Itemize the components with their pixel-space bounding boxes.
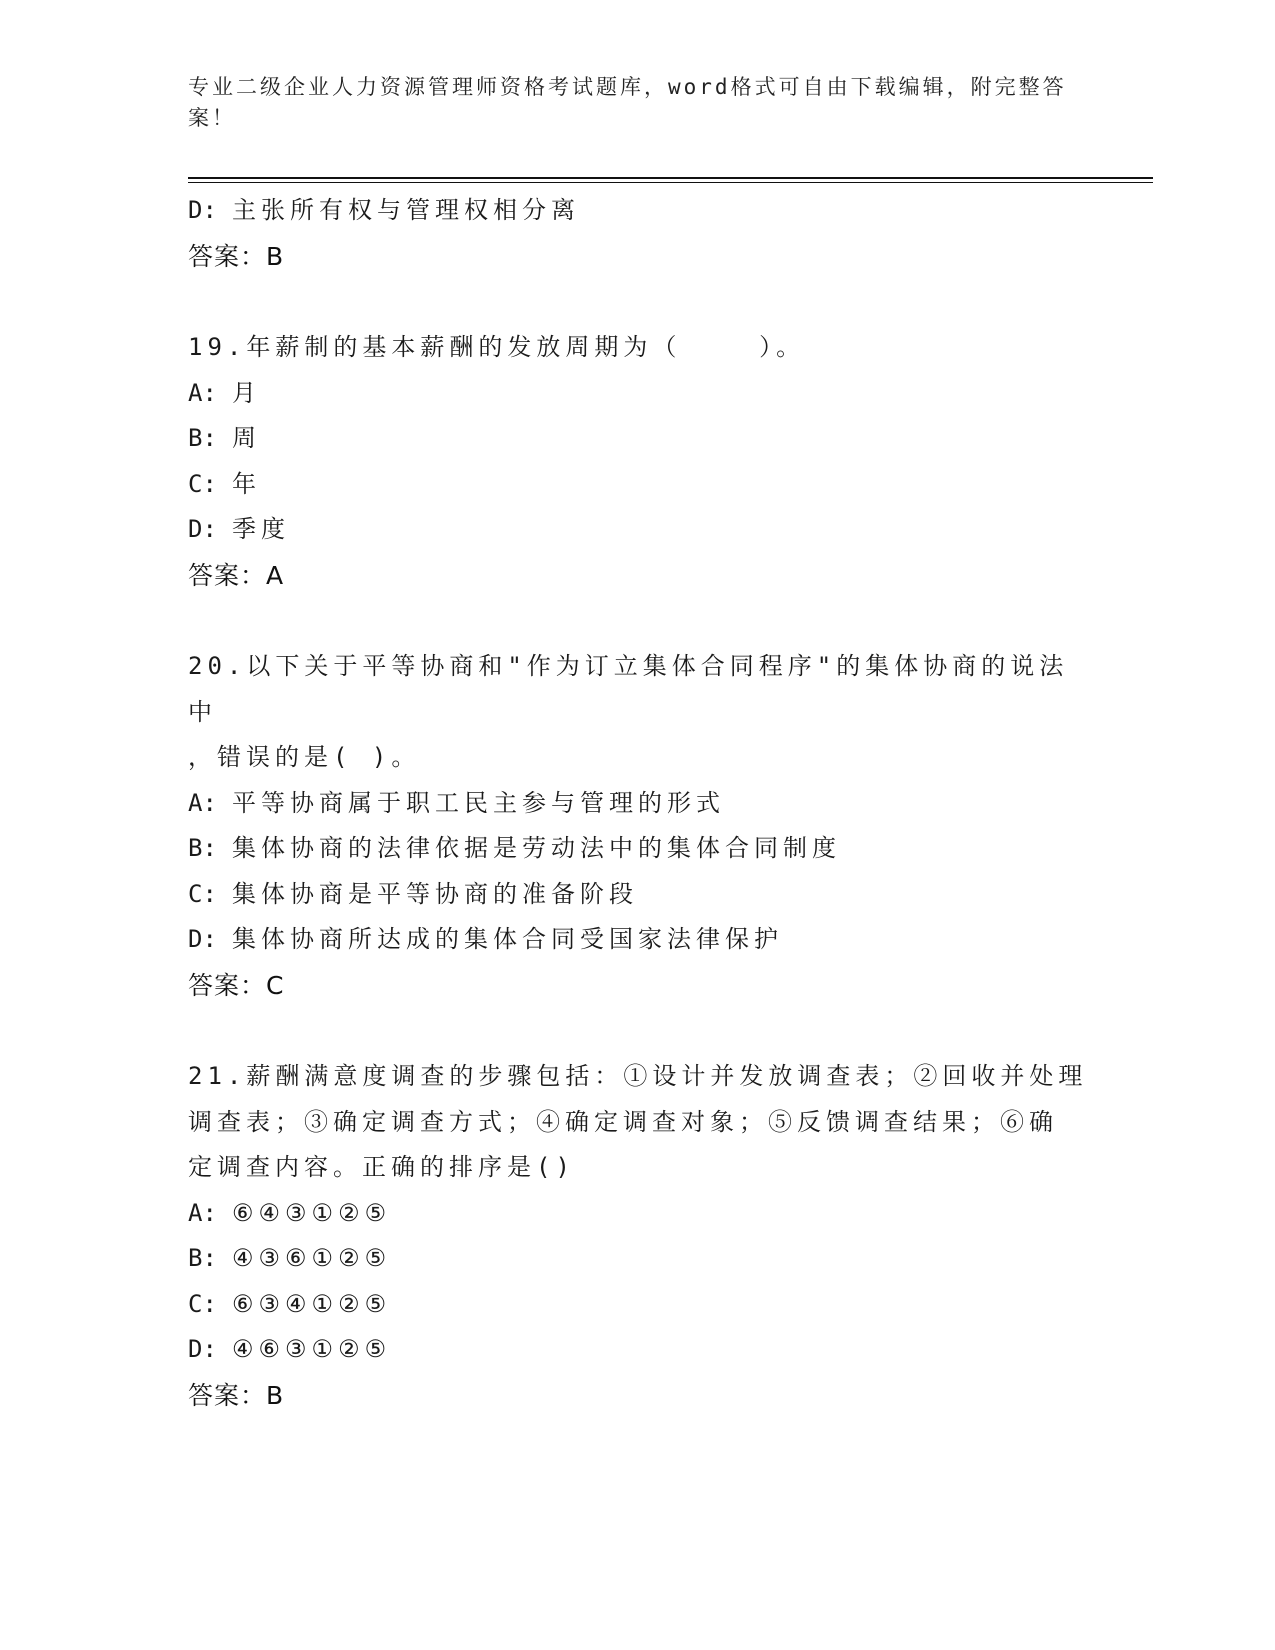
option-label: B: <box>188 424 217 452</box>
option-label: D: <box>188 196 217 224</box>
option-a <box>188 781 1088 827</box>
option-b <box>188 416 1088 462</box>
option-label: C: <box>188 1289 217 1318</box>
question-21 <box>188 1054 1088 1418</box>
option-d <box>188 188 1088 234</box>
question-stem: 定调查内容。正确的排序是() <box>188 1153 575 1181</box>
option-text: 周 <box>232 424 261 452</box>
option-text: 平等协商属于职工民主参与管理的形式 <box>232 788 725 817</box>
option-label: D: <box>188 925 217 953</box>
prev-question-tail <box>188 188 1088 279</box>
option-label: A: <box>188 378 217 407</box>
option-text: 集体协商所达成的集体合同受国家法律保护 <box>232 925 783 953</box>
option-text: 年 <box>232 469 261 498</box>
option-text: 季度 <box>232 515 290 543</box>
question-stem: 20.以下关于平等协商和"作为订立集体合同程序"的集体协商的说法中 <box>188 652 1069 726</box>
option-label: B: <box>188 834 217 862</box>
option-c <box>188 462 1088 508</box>
option-text: 集体协商是平等协商的准备阶段 <box>232 879 638 908</box>
option-label: A: <box>188 788 217 817</box>
answer: 答案：C <box>188 970 285 1000</box>
header-rule-thin <box>188 182 1153 183</box>
option-label: A: <box>188 1198 217 1227</box>
option-label: D: <box>188 1335 217 1363</box>
option-c <box>188 1282 1088 1328</box>
option-text: ④③⑥①②⑤ <box>232 1244 392 1272</box>
option-d <box>188 917 1088 963</box>
option-d <box>188 1327 1088 1373</box>
question-19 <box>188 325 1088 598</box>
answer: 答案：A <box>188 560 285 590</box>
document-header: 专业二级企业人力资源管理师资格考试题库，word格式可自由下载编辑，附完整答案！ <box>188 75 1067 130</box>
option-text: ⑥③④①②⑤ <box>232 1289 392 1318</box>
answer: 答案：B <box>188 1380 285 1410</box>
option-a <box>188 1191 1088 1237</box>
question-list <box>188 188 1088 1418</box>
option-a <box>188 371 1088 417</box>
question-stem: ，错误的是( )。 <box>188 743 421 771</box>
spacer <box>188 279 1088 325</box>
spacer <box>188 1008 1088 1054</box>
option-text: ④⑥③①②⑤ <box>232 1335 392 1363</box>
question-20 <box>188 644 1088 1008</box>
option-text: ⑥④③①②⑤ <box>232 1198 392 1227</box>
question-stem: 调查表；③确定调查方式；④确定调查对象；⑤反馈调查结果；⑥确 <box>188 1107 1058 1136</box>
option-d <box>188 507 1088 553</box>
option-text: 月 <box>232 378 261 407</box>
option-text: 集体协商的法律依据是劳动法中的集体合同制度 <box>232 834 841 862</box>
option-text: 主张所有权与管理权相分离 <box>232 196 580 224</box>
question-stem: 21.薪酬满意度调查的步骤包括：①设计并发放调查表；②回收并处理 <box>188 1062 1088 1090</box>
option-label: C: <box>188 879 217 908</box>
option-c <box>188 872 1088 918</box>
answer: 答案：B <box>188 241 285 271</box>
option-b <box>188 826 1088 872</box>
question-stem: 19.年薪制的基本薪酬的发放周期为（ ）。 <box>188 333 806 361</box>
option-label: C: <box>188 469 217 498</box>
spacer <box>188 598 1088 644</box>
option-b <box>188 1236 1088 1282</box>
option-label: D: <box>188 515 217 543</box>
header-rule-thick <box>188 177 1153 179</box>
option-label: B: <box>188 1244 217 1272</box>
